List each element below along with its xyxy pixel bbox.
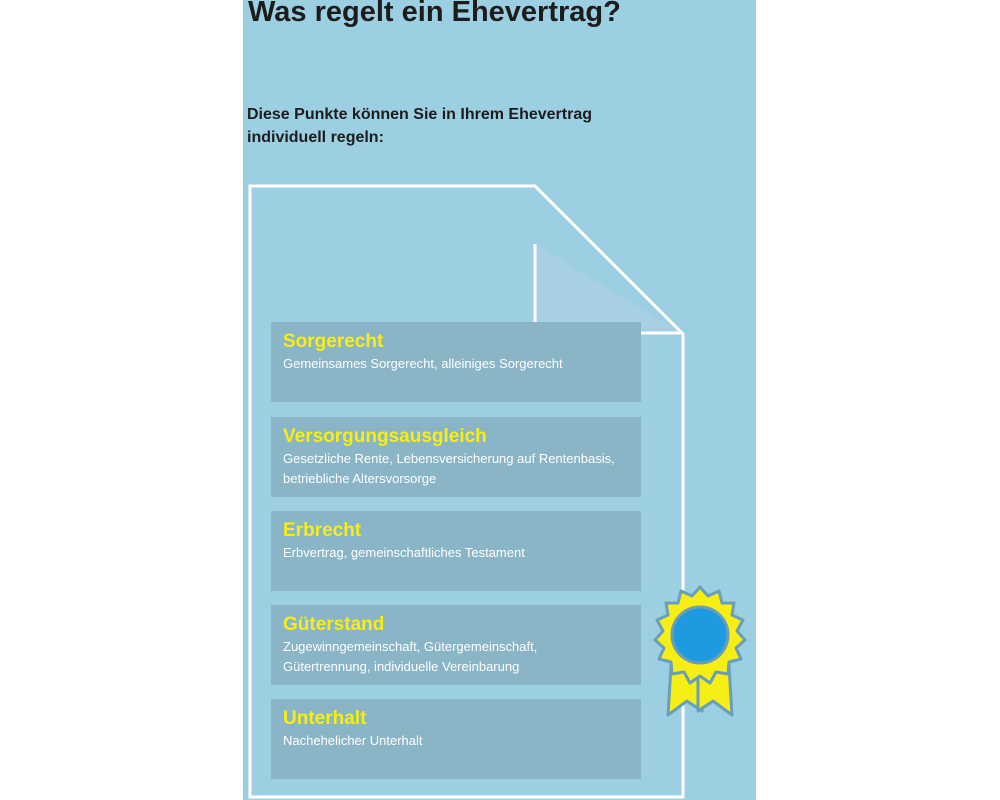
list-item-unterhalt — [271, 699, 641, 779]
item-description: Nachehelicher Unterhalt — [283, 733, 423, 748]
item-title: Erbrecht — [283, 520, 362, 541]
item-description: Zugewinngemeinschaft, Gütergemeinschaft, Gütertrennung, individuelle Vereinbarung — [283, 639, 538, 674]
page-subtitle: Diese Punkte können Sie in Ihrem Ehevertrag individuell regeln: — [247, 106, 592, 146]
item-description: Erbvertrag, gemeinschaftliches Testament — [283, 545, 525, 560]
list-item-gueterstand — [271, 605, 641, 685]
list-item-versorgungsausgleich — [271, 417, 641, 497]
item-description: Gemeinsames Sorgerecht, alleiniges Sorgerecht — [283, 356, 563, 371]
item-title: Versorgungsausgleich — [283, 426, 487, 447]
list-item-erbrecht — [271, 511, 641, 591]
item-description: Gesetzliche Rente, Lebensversicherung auf Rentenbasis, betriebliche Altersvorsorge — [283, 451, 615, 486]
infographic-panel — [243, 0, 756, 800]
list-item-sorgerecht — [271, 322, 641, 402]
item-title: Sorgerecht — [283, 331, 384, 352]
item-title: Güterstand — [283, 614, 385, 635]
item-title: Unterhalt — [283, 708, 367, 729]
page-title: Was regelt ein Ehevertrag? — [248, 0, 621, 28]
award-seal-icon — [646, 583, 754, 723]
